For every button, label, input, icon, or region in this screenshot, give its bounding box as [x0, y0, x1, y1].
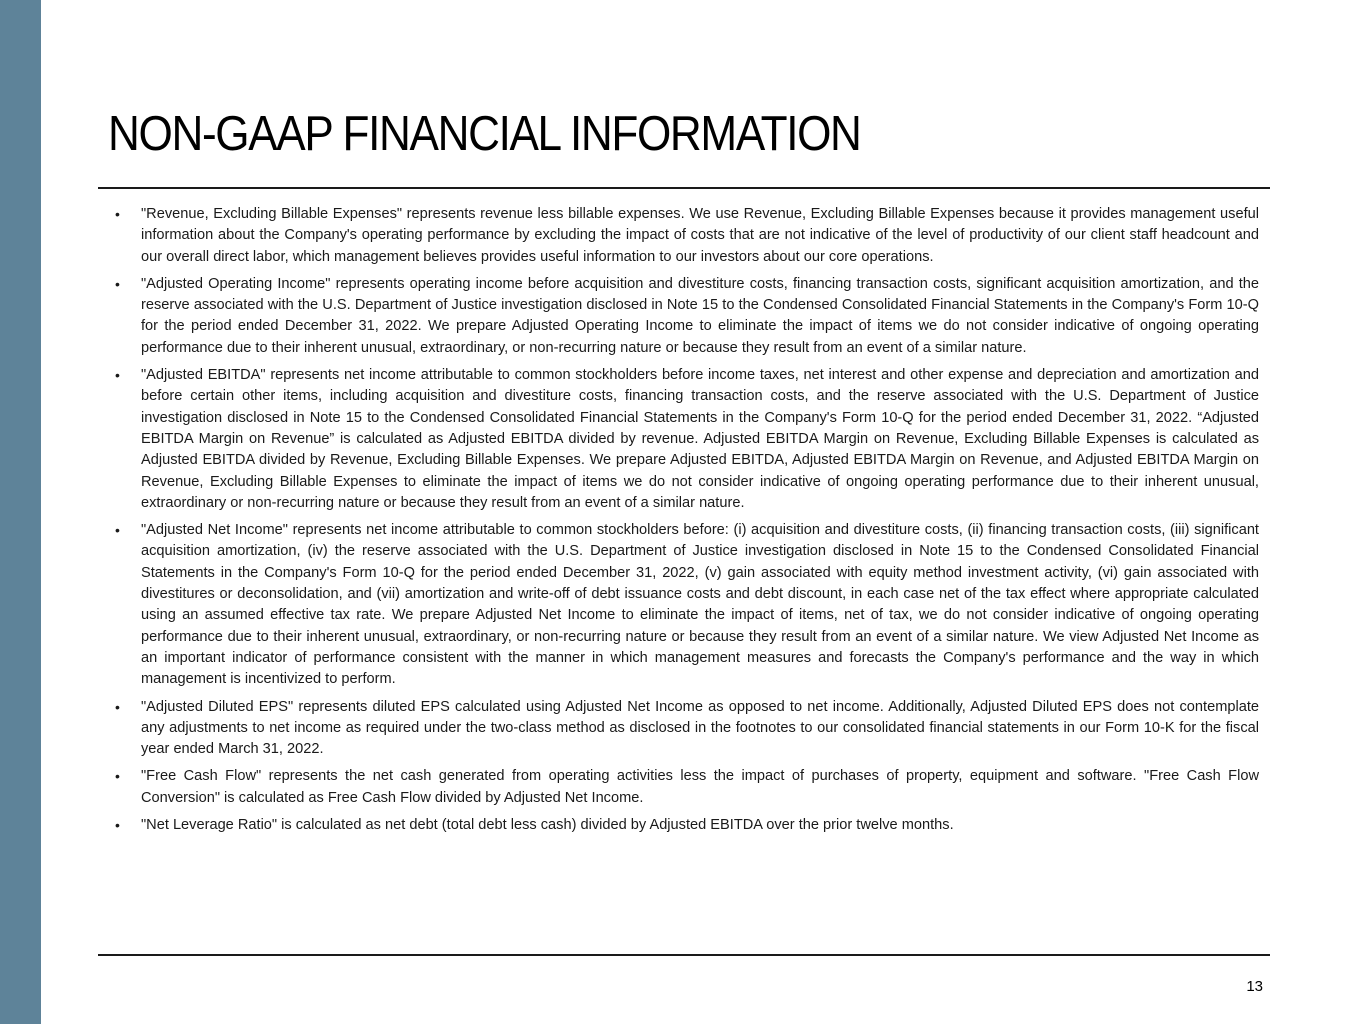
page-number: 13: [1246, 978, 1263, 995]
list-item-text: "Adjusted Net Income" represents net income attributable to common stockholders before: (i) acquisition and divestiture costs, (ii) financing transaction costs, (iii) significant acquisition amortization, (iv) the reserve associated with the U.S. Department of Justice investigation disclosed in Note 15 to the Condensed Consolidated Financial Statements in the Company's Form 10-Q for the period ended December 31, 2022, (v) gain associated with equity method investment activity, (vi) gain associated with divestitures or deconsolidation, and (vii) amortization and write-off of debt issuance costs and debt discount, in each case net of the tax effect where appropriate calculated using an assumed effective tax rate. We prepare Adjusted Net Income to eliminate the impact of items, net of tax, we do not consider indicative of ongoing operating performance due to their inherent unusual, extraordinary, or non-recurring nature or because they result from an event of a similar nature. We view Adjusted Net Income as an important indicator of performance consistent with the manner in which management measures and forecasts the Company's performance and the way in which management is incentivized to perform.: [141, 522, 1259, 688]
bullet-icon: •: [115, 817, 120, 834]
list-item-adjusted-diluted-eps: [108, 697, 1259, 761]
bullet-icon: •: [115, 206, 120, 222]
list-item-net-leverage-ratio: [108, 815, 1259, 836]
list-item-revenue-excluding-billable: [108, 204, 1259, 268]
left-accent-bar: [0, 0, 41, 1024]
list-item-adjusted-ebitda: [108, 365, 1259, 514]
bullet-icon: •: [115, 275, 120, 292]
list-item-adjusted-net-income: [108, 520, 1259, 690]
top-divider: [98, 187, 1270, 189]
bullet-icon: •: [115, 367, 120, 384]
list-item-text: "Adjusted Operating Income" represents operating income before acquisition and divestiture costs, financing transaction costs, significant acquisition amortization, and the reserve associated with the U.S. Department of Justice investigation disclosed in Note 15 to the Condensed Consolidated Financial Statements in the Company's Form 10-Q for the period ended December 31, 2022. We prepare Adjusted Operating Income to eliminate the impact of items we do not consider indicative of ongoing operating performance due to their inherent unusual, extraordinary, or non-recurring nature or because they result from an event of a similar nature.: [141, 275, 1259, 356]
list-item-text: "Revenue, Excluding Billable Expenses" represents revenue less billable expenses. We use Revenue, Excluding Billable Expenses because it provides management useful information about the Company's operating performance by excluding the impact of costs that are not indicative of the level of productivity of our client staff headcount and our overall direct labor, which management believes provides useful information to our investors about our core operations.: [141, 206, 1259, 265]
bullet-icon: •: [115, 768, 120, 785]
list-item-text: "Adjusted Diluted EPS" represents diluted EPS calculated using Adjusted Net Income as opposed to net income. Additionally, Adjusted Diluted EPS does not contemplate any adjustments to net income as required under the two-class method as disclosed in the footnotes to our consolidated financial statements in our Form 10-K for the fiscal year ended March 31, 2022.: [141, 698, 1259, 758]
page-title: NON-GAAP FINANCIAL INFORMATION: [108, 107, 861, 161]
definitions-list: [108, 204, 1259, 842]
list-item-text: "Adjusted EBITDA" represents net income attributable to common stockholders before income taxes, net interest and other expense and depreciation and amortization and before certain other items, including acquisition and divestiture costs, financing transaction costs, and the reserve associated with the U.S. Department of Justice investigation disclosed in Note 15 to the Condensed Consolidated Financial Statements in the Company's Form 10-Q for the period ended December 31, 2022. “Adjusted EBITDA Margin on Revenue” is calculated as Adjusted EBITDA divided by revenue. Adjusted EBITDA Margin on Revenue, Excluding Billable Expenses is calculated as Adjusted EBITDA divided by Revenue, Excluding Billable Expenses. We prepare Adjusted EBITDA, Adjusted EBITDA Margin on Revenue, and Adjusted EBITDA Margin on Revenue, Excluding Billable Expenses to eliminate the impact of items we do not consider indicative of ongoing operating performance due to their inherent unusual, extraordinary or non-recurring nature or because they result from an event of a similar nature.: [141, 367, 1259, 511]
list-item-text: "Free Cash Flow" represents the net cash generated from operating activities less the impact of purchases of property, equipment and software. "Free Cash Flow Conversion" is calculated as Free Cash Flow divided by Adjusted Net Income.: [141, 768, 1259, 806]
list-item-free-cash-flow: [108, 766, 1259, 809]
list-item-text: "Net Leverage Ratio" is calculated as net debt (total debt less cash) divided by Adjusted EBITDA over the prior twelve months.: [141, 817, 954, 834]
bullet-icon: •: [115, 522, 120, 539]
bullet-icon: •: [115, 698, 120, 715]
list-item-adjusted-operating-income: [108, 274, 1259, 359]
bottom-divider: [98, 954, 1270, 956]
